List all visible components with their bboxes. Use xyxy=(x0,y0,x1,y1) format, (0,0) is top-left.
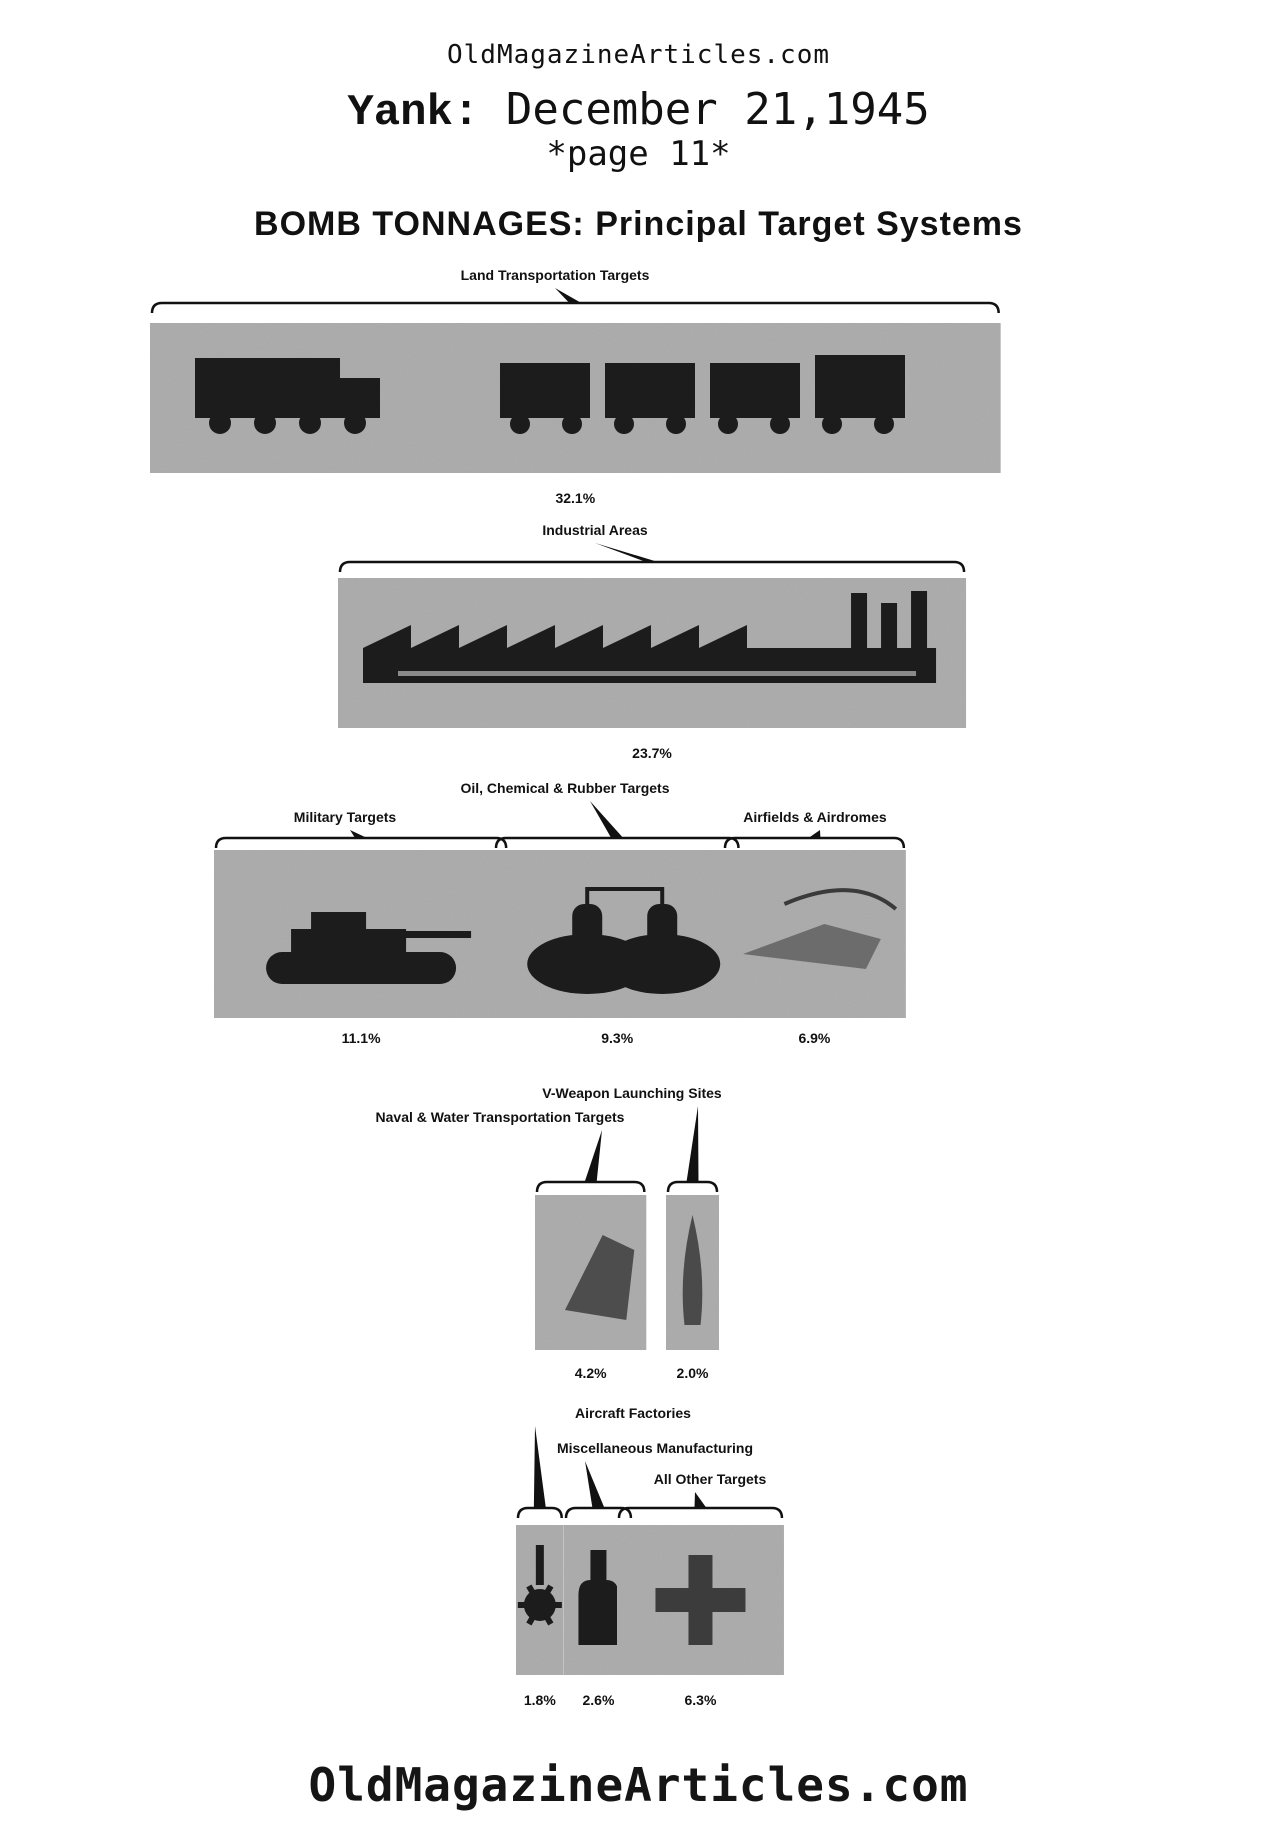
panel-texture xyxy=(494,850,740,1018)
pointer-industrial-areas xyxy=(595,543,658,562)
chart-title: BOMB TONNAGES: Principal Target Systems xyxy=(254,205,1023,243)
label-airfields-airdromes: Airfields & Airdromes xyxy=(743,809,887,825)
pointer-naval-water-transportation-targets xyxy=(585,1130,602,1182)
value-land-transportation-targets: 32.1% xyxy=(555,490,596,506)
pointer-airfields-airdromes xyxy=(808,830,820,838)
value-miscellaneous-manufacturing: 2.6% xyxy=(582,1692,615,1708)
bracket-aircraft-factories xyxy=(518,1508,562,1518)
value-airfields-airdromes: 6.9% xyxy=(798,1030,831,1046)
label-industrial-areas: Industrial Areas xyxy=(542,522,648,538)
bracket-naval-water-transportation-targets xyxy=(537,1182,644,1192)
label-all-other-targets: All Other Targets xyxy=(653,1471,767,1487)
site-footer: OldMagazineArticles.com xyxy=(308,1758,969,1812)
bracket-land-transportation-targets xyxy=(152,303,999,313)
pointer-aircraft-factories xyxy=(534,1426,546,1508)
publication-name: Yank: xyxy=(347,88,480,138)
page-number: *page 11* xyxy=(546,134,731,174)
bracket-airfields-airdromes xyxy=(725,838,904,848)
bracket-military-targets xyxy=(216,838,506,848)
bracket-v-weapon-launching-sites xyxy=(668,1182,717,1192)
bracket-oil-chemical-rubber-targets xyxy=(496,838,738,848)
value-all-other-targets: 6.3% xyxy=(684,1692,717,1708)
label-land-transportation-targets: Land Transportation Targets xyxy=(460,267,650,283)
bracket-industrial-areas xyxy=(340,562,964,572)
label-oil-chemical-rubber-targets: Oil, Chemical & Rubber Targets xyxy=(460,780,670,796)
bar-airfields-airdromes xyxy=(723,809,906,1046)
bar-naval-water-transportation-targets xyxy=(376,1109,647,1381)
value-naval-water-transportation-targets: 4.2% xyxy=(574,1365,607,1381)
label-naval-water-transportation-targets: Naval & Water Transportation Targets xyxy=(375,1109,625,1125)
bar-military-targets xyxy=(214,809,508,1046)
label-v-weapon-launching-sites: V-Weapon Launching Sites xyxy=(542,1085,722,1101)
value-v-weapon-launching-sites: 2.0% xyxy=(676,1365,709,1381)
pointer-v-weapon-launching-sites xyxy=(687,1106,699,1182)
pointer-miscellaneous-manufacturing xyxy=(585,1461,604,1508)
bar-all-other-targets xyxy=(617,1471,784,1708)
pointer-oil-chemical-rubber-targets xyxy=(590,801,623,838)
pointer-all-other-targets xyxy=(694,1492,706,1508)
bar-land-transportation-targets xyxy=(150,267,1001,506)
site-header: OldMagazineArticles.com xyxy=(446,40,831,70)
label-aircraft-factories: Aircraft Factories xyxy=(575,1405,691,1421)
label-miscellaneous-manufacturing: Miscellaneous Manufacturing xyxy=(556,1440,754,1456)
bar-oil-chemical-rubber-targets xyxy=(460,780,740,1046)
value-aircraft-factories: 1.8% xyxy=(523,1692,556,1708)
bar-industrial-areas xyxy=(338,522,966,761)
value-oil-chemical-rubber-targets: 9.3% xyxy=(601,1030,634,1046)
value-industrial-areas: 23.7% xyxy=(632,745,672,761)
label-military-targets: Military Targets xyxy=(293,809,397,825)
issue-date: December 21,1945 xyxy=(505,84,930,135)
pointer-land-transportation-targets xyxy=(555,288,581,303)
bracket-all-other-targets xyxy=(619,1508,782,1518)
value-military-targets: 11.1% xyxy=(341,1030,381,1046)
